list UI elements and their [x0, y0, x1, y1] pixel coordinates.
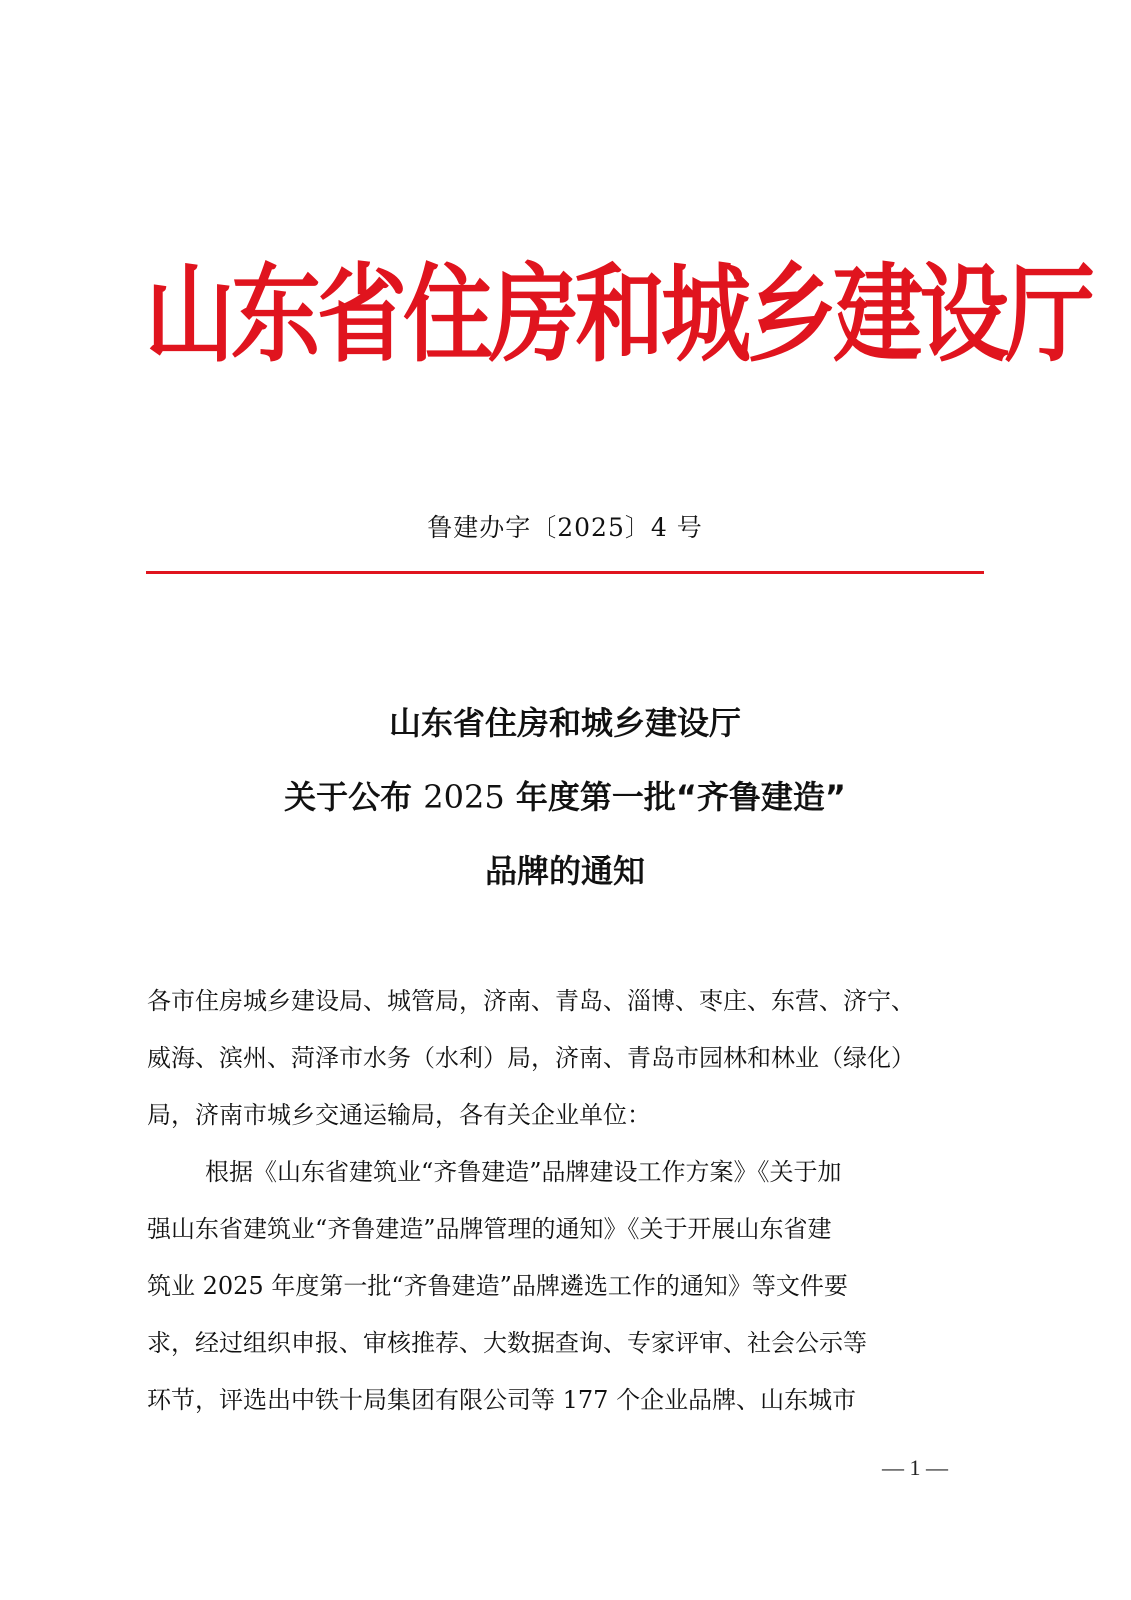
- agency-header-title: 山东省住房和城乡建设厅: [145, 253, 1091, 378]
- title-year: 2025: [423, 778, 505, 816]
- red-divider-line: [146, 571, 984, 574]
- title-line-1: 山东省住房和城乡建设厅: [388, 704, 741, 742]
- page-number: — 1 —: [882, 1455, 948, 1480]
- paragraph-line: 求，经过组织申报、审核推荐、大数据查询、专家评审、社会公示等: [147, 1329, 867, 1357]
- recipients-line: 局，济南市城乡交通运输局，各有关企业单位：: [147, 1101, 651, 1129]
- document-body: [147, 973, 987, 1429]
- recipients-line: 各市住房城乡建设局、城管局，济南、青岛、淄博、枣庄、东营、济宁、: [147, 987, 915, 1015]
- paragraph-line: 环节，评选出中铁十局集团有限公司等 177 个企业品牌、山东城市: [147, 1386, 857, 1414]
- title-line-3: 品牌的通知: [484, 852, 645, 890]
- paragraph-line: 根据《山东省建筑业“齐鲁建造”品牌建设工作方案》《关于加: [205, 1158, 842, 1186]
- paragraph-line: 筑业 2025 年度第一批“齐鲁建造”品牌遴选工作的通知》等文件要: [147, 1272, 848, 1300]
- recipients-line: 威海、滨州、菏泽市水务（水利）局，济南、青岛市园林和林业（绿化）: [147, 1044, 915, 1072]
- title-line-2-suffix: 年度第一批“齐鲁建造”: [504, 778, 846, 816]
- paragraph-line: 强山东省建筑业“齐鲁建造”品牌管理的通知》《关于开展山东省建: [147, 1215, 832, 1243]
- document-number: 鲁建办字〔2025〕4 号: [427, 513, 703, 542]
- title-line-2-prefix: 关于公布: [284, 778, 424, 816]
- title-line-2: [145, 760, 985, 834]
- document-title: [145, 686, 985, 908]
